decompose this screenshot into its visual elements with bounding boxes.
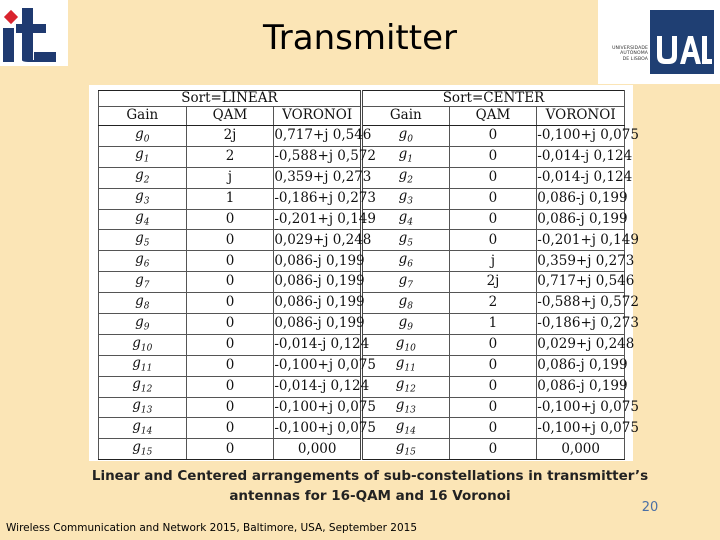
group-header-row <box>99 91 625 107</box>
voronoi-cell: -0,100+j 0,075 <box>537 126 625 147</box>
gain-cell <box>99 293 187 314</box>
it-logo-mark <box>0 0 68 66</box>
voronoi-cell: 0,359+j 0,273 <box>274 167 362 188</box>
ual-logo-mark <box>650 10 714 74</box>
gain-symbol: g <box>135 209 144 226</box>
gain-cell <box>99 355 187 376</box>
group-header-center: Sort=CENTER <box>361 91 624 107</box>
gain-symbol: g <box>398 292 408 309</box>
gain-cell <box>99 439 187 460</box>
voronoi-cell: -0,014-j 0,124 <box>537 146 625 167</box>
slide-footer: Wireless Communication and Network 2015, Baltimore, USA, September 2015 <box>6 522 417 534</box>
qam-cell: 0 <box>186 272 274 293</box>
qam-cell: 0 <box>449 397 537 418</box>
gain-index: 15 <box>404 447 416 458</box>
gain-index: 11 <box>140 364 153 375</box>
gain-cell <box>361 272 449 293</box>
gain-index: 14 <box>140 426 153 437</box>
gain-index: 9 <box>407 322 413 333</box>
gain-index: 13 <box>140 405 153 416</box>
table-row <box>99 188 625 209</box>
gain-symbol: g <box>398 313 408 330</box>
qam-cell: 0 <box>449 188 537 209</box>
column-header: VORONOI <box>274 107 362 126</box>
gain-symbol: g <box>132 438 141 455</box>
table-image <box>89 85 639 461</box>
qam-cell: 0 <box>449 146 537 167</box>
qam-cell: 0 <box>186 314 274 335</box>
column-header: Gain <box>99 107 187 126</box>
gain-cell <box>99 230 187 251</box>
qam-cell: 0 <box>186 397 274 418</box>
table-row <box>99 314 625 335</box>
gain-symbol: g <box>395 355 405 372</box>
gain-index: 12 <box>404 384 416 395</box>
voronoi-cell: 0,086-j 0,199 <box>537 376 625 397</box>
gain-symbol: g <box>132 418 141 435</box>
qam-cell: j <box>449 251 537 272</box>
voronoi-cell: -0,201+j 0,149 <box>537 230 625 251</box>
voronoi-cell: 0,086-j 0,199 <box>537 188 625 209</box>
table-row <box>99 230 625 251</box>
gain-symbol: g <box>395 438 405 455</box>
voronoi-cell: -0,100+j 0,075 <box>274 355 362 376</box>
qam-cell: 0 <box>449 376 537 397</box>
gain-index: 15 <box>140 447 153 458</box>
column-header: QAM <box>449 107 537 126</box>
gain-index: 11 <box>404 364 416 375</box>
ual-logo-text <box>606 46 648 62</box>
gain-cell <box>99 188 187 209</box>
qam-cell: 0 <box>186 376 274 397</box>
table-row <box>99 126 625 147</box>
gain-symbol: g <box>132 334 141 351</box>
qam-cell: 0 <box>449 230 537 251</box>
gain-cell <box>361 251 449 272</box>
slide-title: Transmitter <box>263 18 457 58</box>
gain-index: 8 <box>407 301 413 312</box>
table-row <box>99 334 625 355</box>
gain-index: 3 <box>143 196 150 207</box>
voronoi-cell: -0,014-j 0,124 <box>274 334 362 355</box>
qam-cell: 0 <box>186 418 274 439</box>
table-row <box>99 167 625 188</box>
gain-cell <box>99 314 187 335</box>
gain-symbol: g <box>395 397 405 414</box>
qam-cell: 0 <box>449 334 537 355</box>
ual-text-line: DE LISBOA <box>622 56 648 62</box>
voronoi-cell: -0,588+j 0,572 <box>537 293 625 314</box>
gain-symbol: g <box>398 209 408 226</box>
gain-index: 12 <box>140 384 153 395</box>
voronoi-cell: -0,100+j 0,075 <box>274 418 362 439</box>
gain-index: 7 <box>407 280 413 291</box>
voronoi-cell: 0,359+j 0,273 <box>537 251 625 272</box>
voronoi-cell: 0,717+j 0,546 <box>537 272 625 293</box>
gain-symbol: g <box>395 376 405 393</box>
qam-cell: 2 <box>186 146 274 167</box>
table-row <box>99 418 625 439</box>
gain-cell <box>361 334 449 355</box>
gain-index: 4 <box>143 217 150 228</box>
voronoi-cell: 0,086-j 0,199 <box>274 314 362 335</box>
ual-text-line: UNIVERSIDADE <box>612 46 648 51</box>
gain-cell <box>99 251 187 272</box>
gain-cell <box>361 314 449 335</box>
gain-symbol: g <box>132 376 141 393</box>
gain-cell <box>99 397 187 418</box>
gain-symbol: g <box>398 250 408 267</box>
qam-cell: 1 <box>449 314 537 335</box>
voronoi-cell: 0,086-j 0,199 <box>537 355 625 376</box>
gain-index: 5 <box>143 238 150 249</box>
qam-cell: 0 <box>449 439 537 460</box>
gain-index: 5 <box>407 238 413 249</box>
gain-symbol: g <box>398 146 408 163</box>
voronoi-cell: 0,000 <box>274 439 362 460</box>
gain-symbol: g <box>398 188 408 205</box>
voronoi-cell: -0,100+j 0,075 <box>537 418 625 439</box>
gain-index: 6 <box>143 259 150 270</box>
table-row <box>99 355 625 376</box>
gain-cell <box>361 230 449 251</box>
gain-index: 2 <box>407 176 413 187</box>
gain-index: 0 <box>407 134 413 145</box>
column-header: VORONOI <box>537 107 625 126</box>
caption-line: Linear and Centered arrangements of sub-constellations in transmitter’s <box>91 468 649 484</box>
voronoi-cell: 0,086-j 0,199 <box>537 209 625 230</box>
voronoi-cell: 0,086-j 0,199 <box>274 293 362 314</box>
gain-cell <box>99 418 187 439</box>
gain-index: 3 <box>407 196 413 207</box>
gain-cell <box>99 146 187 167</box>
gain-symbol: g <box>135 125 144 142</box>
voronoi-cell: 0,029+j 0,248 <box>537 334 625 355</box>
voronoi-cell: 0,086-j 0,199 <box>274 272 362 293</box>
table-row <box>99 293 625 314</box>
gain-index: 10 <box>140 343 153 354</box>
qam-cell: 0 <box>449 126 537 147</box>
qam-cell: 0 <box>449 167 537 188</box>
gain-index: 4 <box>407 217 413 228</box>
gain-cell <box>99 209 187 230</box>
table-row <box>99 439 625 460</box>
it-logo <box>0 0 68 66</box>
gain-index: 7 <box>143 280 150 291</box>
gain-cell <box>99 126 187 147</box>
qam-cell: 0 <box>186 293 274 314</box>
qam-cell: 0 <box>449 209 537 230</box>
gain-symbol: g <box>398 230 408 247</box>
gain-symbol: g <box>135 146 144 163</box>
voronoi-cell: 0,086-j 0,199 <box>274 251 362 272</box>
gain-cell <box>99 376 187 397</box>
table-row <box>99 376 625 397</box>
qam-cell: 0 <box>186 230 274 251</box>
gain-symbol: g <box>135 230 144 247</box>
gain-index: 1 <box>407 155 413 166</box>
gain-cell <box>361 376 449 397</box>
gain-index: 10 <box>404 343 416 354</box>
gain-symbol: g <box>395 334 405 351</box>
qam-cell: 2j <box>186 126 274 147</box>
slide-caption <box>90 466 650 506</box>
qam-cell: 0 <box>186 439 274 460</box>
table-row <box>99 146 625 167</box>
qam-cell: 0 <box>186 209 274 230</box>
gain-symbol: g <box>135 188 144 205</box>
gain-symbol: g <box>398 167 408 184</box>
gain-cell <box>99 167 187 188</box>
gain-index: 2 <box>143 176 150 187</box>
gain-index: 1 <box>143 155 150 166</box>
table-row <box>99 397 625 418</box>
column-header: QAM <box>186 107 274 126</box>
gain-symbol: g <box>398 125 408 142</box>
table-row <box>99 251 625 272</box>
gain-index: 13 <box>404 405 416 416</box>
voronoi-cell: -0,186+j 0,273 <box>274 188 362 209</box>
qam-cell: 0 <box>186 355 274 376</box>
voronoi-cell: -0,014-j 0,124 <box>537 167 625 188</box>
table-body <box>99 125 639 460</box>
gain-cell <box>361 293 449 314</box>
gain-index: 14 <box>404 426 416 437</box>
qam-cell: 1 <box>186 188 274 209</box>
gain-symbol: g <box>135 167 144 184</box>
voronoi-cell: 0,717+j 0,546 <box>274 126 362 147</box>
column-header-row <box>99 107 625 126</box>
ual-logo <box>598 0 720 84</box>
ual-text-line: AUTÓNOMA <box>620 51 648 57</box>
qam-cell: 0 <box>449 355 537 376</box>
gain-symbol: g <box>135 271 144 288</box>
gain-table <box>98 89 639 460</box>
gain-symbol: g <box>135 250 144 267</box>
page-number: 20 <box>641 500 659 515</box>
qam-cell: 0 <box>186 251 274 272</box>
qam-cell: 2j <box>449 272 537 293</box>
gain-index: 0 <box>143 134 150 145</box>
voronoi-cell: -0,100+j 0,075 <box>537 397 625 418</box>
gain-symbol: g <box>135 292 144 309</box>
table-row <box>99 272 625 293</box>
table-row <box>99 209 625 230</box>
gain-symbol: g <box>395 418 405 435</box>
voronoi-cell: -0,588+j 0,572 <box>274 146 362 167</box>
caption-line: antennas for 16-QAM and 16 Voronoi <box>229 488 511 504</box>
gain-symbol: g <box>135 313 144 330</box>
qam-cell: 0 <box>449 418 537 439</box>
column-header: Gain <box>361 107 449 126</box>
gain-cell <box>99 272 187 293</box>
voronoi-cell: 0,000 <box>537 439 625 460</box>
voronoi-cell: -0,100+j 0,075 <box>274 397 362 418</box>
gain-symbol: g <box>132 397 141 414</box>
gain-symbol: g <box>398 271 408 288</box>
voronoi-cell: 0,029+j 0,248 <box>274 230 362 251</box>
gain-cell <box>361 167 449 188</box>
gain-cell <box>361 126 449 147</box>
group-header-linear: Sort=LINEAR <box>99 91 362 107</box>
qam-cell: 2 <box>449 293 537 314</box>
gain-cell <box>99 334 187 355</box>
gain-symbol: g <box>132 355 141 372</box>
gain-cell <box>361 439 449 460</box>
voronoi-cell: -0,201+j 0,149 <box>274 209 362 230</box>
voronoi-cell: -0,014-j 0,124 <box>274 376 362 397</box>
voronoi-cell: -0,186+j 0,273 <box>537 314 625 335</box>
gain-index: 6 <box>407 259 413 270</box>
gain-index: 9 <box>143 322 150 333</box>
qam-cell: j <box>186 167 274 188</box>
gain-index: 8 <box>143 301 150 312</box>
qam-cell: 0 <box>186 334 274 355</box>
